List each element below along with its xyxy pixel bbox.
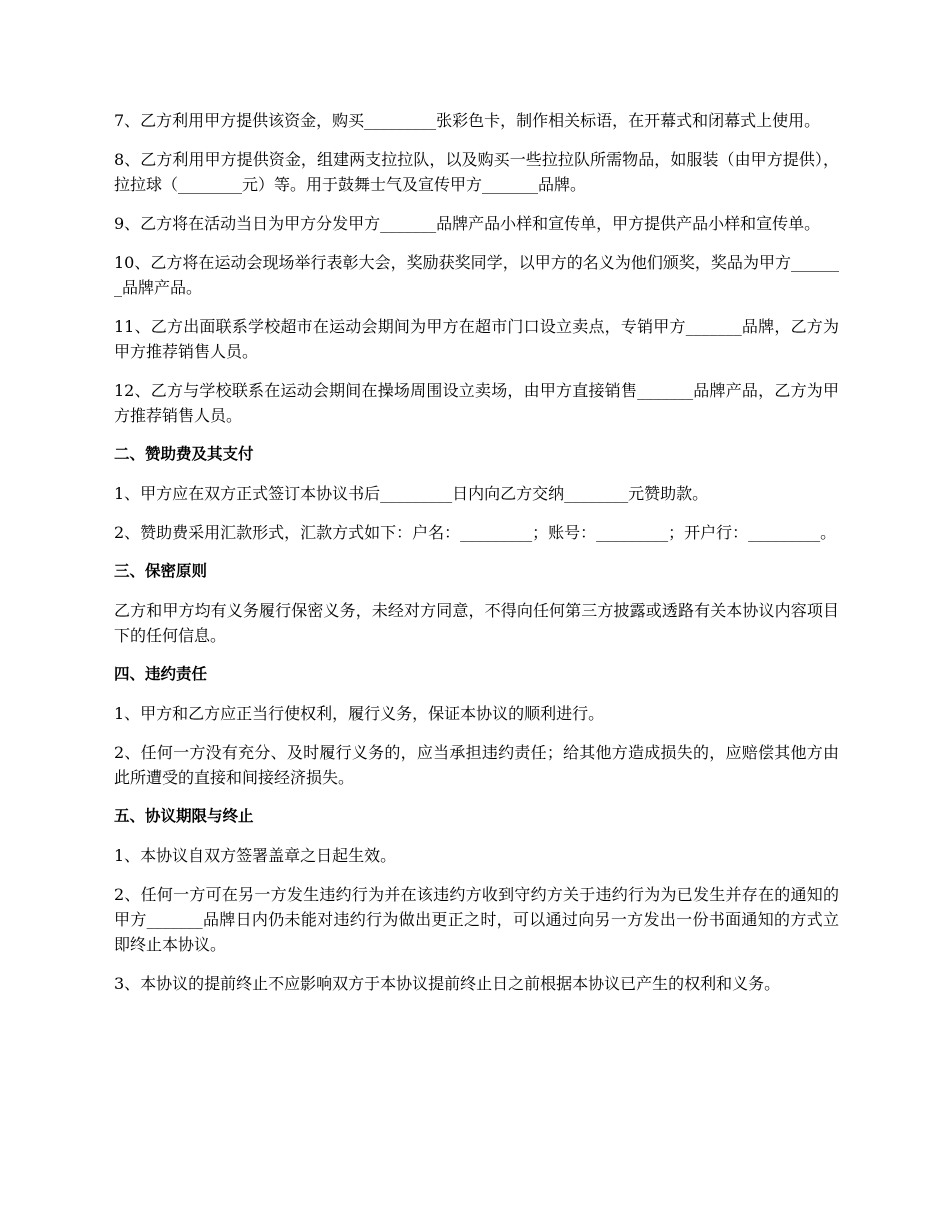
term-clause-2: 2、任何一方可在另一方发生违约行为并在该违约方收到守约方关于违约行为为已发生并存在的通知的甲方_______品牌日内仍未能对违约行为做出更正之时，可以通过向另一方发出一份书面通知的方式立即终止本协议。 (114, 885, 839, 954)
section-heading-confidentiality: 三、保密原则 (114, 562, 208, 580)
section-heading-liability: 四、违约责任 (114, 665, 208, 683)
liability-clause-1: 1、甲方和乙方应正当行使权利，履行义务，保证本协议的顺利进行。 (114, 704, 605, 723)
payment-clause-1: 1、甲方应在双方正式签订本协议书后_________日内向乙方交纳________元赞助款。 (114, 484, 709, 503)
document-page (114, 108, 839, 1010)
payment-clause-2: 2、赞助费采用汇款形式，汇款方式如下：户名：_________；账号：_________；开户行：_________。 (114, 523, 837, 542)
clause-9: 9、乙方将在活动当日为甲方分发甲方_______品牌产品小样和宣传单，甲方提供产品小样和宣传单。 (114, 214, 821, 233)
term-clause-3: 3、本协议的提前终止不应影响双方于本协议提前终止日之前根据本协议已产生的权利和义务。 (114, 974, 781, 993)
liability-clause-2: 2、任何一方没有充分、及时履行义务的，应当承担违约责任；给其他方造成损失的，应赔偿其他方由此所遭受的直接和间接经济损失。 (114, 743, 839, 787)
section-heading-sponsorship-payment: 二、赞助费及其支付 (114, 445, 254, 463)
clause-7: 7、乙方利用甲方提供该资金，购买_________张彩色卡，制作相关标语，在开幕式和闭幕式上使用。 (114, 111, 821, 130)
clause-8: 8、乙方利用甲方提供资金，组建两支拉拉队，以及购买一些拉拉队所需物品，如服装（由甲方提供），拉拉球（________元）等。用于鼓舞士气及宣传甲方_______品牌。 (114, 150, 839, 194)
term-clause-1: 1、本协议自双方签署盖章之日起生效。 (114, 846, 397, 865)
clause-11: 11、乙方出面联系学校超市在运动会期间为甲方在超市门口设立卖点，专销甲方_______品牌，乙方为甲方推荐销售人员。 (114, 317, 839, 361)
confidentiality-clause: 乙方和甲方均有义务履行保密义务，未经对方同意，不得向任何第三方披露或透路有关本协议内容项目下的任何信息。 (114, 601, 839, 645)
clause-10: 10、乙方将在运动会现场举行表彰大会，奖励获奖同学，以甲方的名义为他们颁奖，奖品为甲方_______品牌产品。 (114, 253, 839, 297)
section-heading-term-termination: 五、协议期限与终止 (114, 807, 254, 825)
clause-12: 12、乙方与学校联系在运动会期间在操场周围设立卖场，由甲方直接销售_______品牌产品，乙方为甲方推荐销售人员。 (114, 381, 839, 425)
